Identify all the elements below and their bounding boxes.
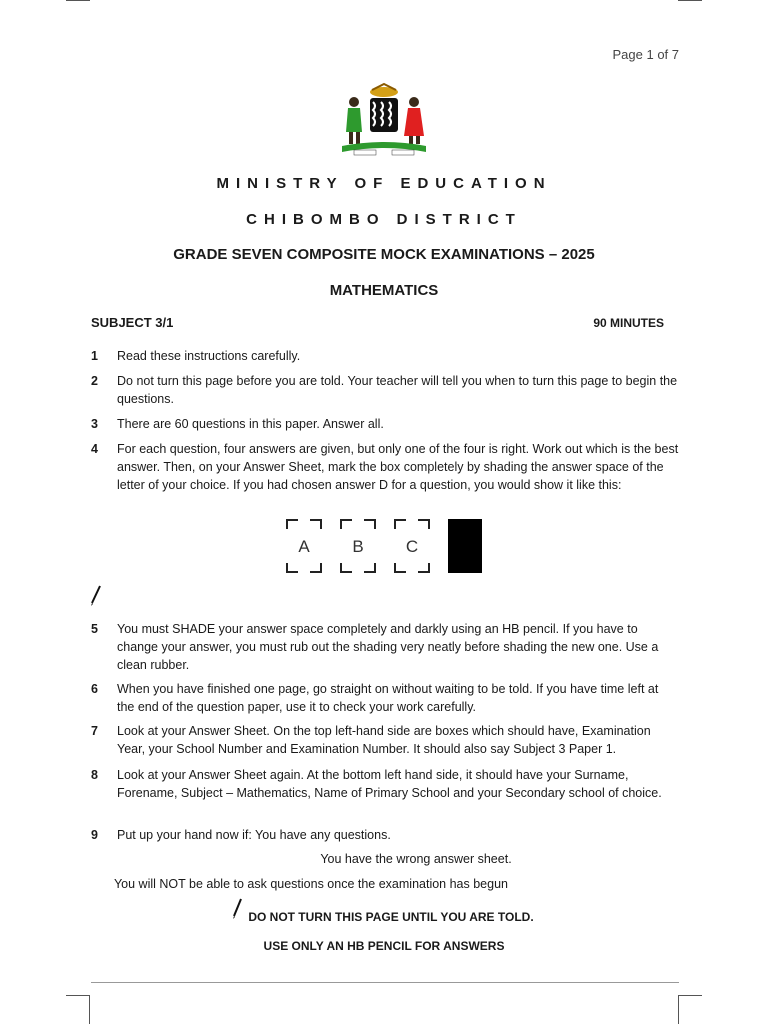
instruction-text: There are 60 questions in this paper. Answer all. bbox=[117, 417, 384, 431]
instruction-item bbox=[91, 415, 679, 433]
instruction-number: 3 bbox=[91, 417, 98, 431]
instruction-number: 4 bbox=[91, 442, 98, 456]
answer-box-d-shaded bbox=[448, 519, 482, 573]
exam-title: GRADE SEVEN COMPOSITE MOCK EXAMINATIONS – 2025 bbox=[173, 246, 595, 263]
instruction-number: 6 bbox=[91, 682, 98, 696]
instruction-item bbox=[91, 680, 679, 716]
instruction-item bbox=[91, 766, 679, 802]
do-not-turn-warning: DO NOT TURN THIS PAGE UNTIL YOU ARE TOLD. bbox=[248, 910, 534, 924]
crop-mark bbox=[678, 995, 679, 1024]
answer-letter: C bbox=[405, 537, 419, 556]
answer-letter: A bbox=[298, 537, 310, 556]
instruction-number: 2 bbox=[91, 374, 98, 388]
instruction-item bbox=[91, 440, 679, 494]
instruction-text: Look at your Answer Sheet. On the top left-hand side are boxes which should have, Examination Year, your School Number and Examination Number. It should also say Subject 3 Paper 1. bbox=[117, 724, 651, 756]
exam-duration: 90 MINUTES bbox=[593, 316, 664, 330]
hb-pencil-note: USE ONLY AN HB PENCIL FOR ANSWERS bbox=[263, 939, 505, 953]
crop-mark bbox=[678, 995, 702, 996]
instruction-number: 5 bbox=[91, 622, 98, 636]
crop-mark bbox=[89, 995, 90, 1024]
zambia-coat-of-arms-icon bbox=[332, 80, 436, 158]
instruction-text: When you have finished one page, go straight on without waiting to be told. If you have time left at the end of the question paper, use it to check your work carefully. bbox=[117, 682, 659, 714]
instruction-item bbox=[91, 372, 679, 408]
subject-title: MATHEMATICS bbox=[329, 282, 439, 299]
answer-box-b bbox=[340, 519, 376, 573]
instruction-text: Look at your Answer Sheet again. At the bottom left hand side, it should have your Surname, Forename, Subject – Mathematics, Name of Primary School and your Secondary school of choice. bbox=[117, 768, 662, 800]
instruction-item bbox=[91, 722, 679, 758]
instruction-number: 9 bbox=[91, 828, 98, 842]
pencil-icon bbox=[88, 585, 104, 607]
answer-example bbox=[286, 519, 486, 575]
answer-box-c bbox=[394, 519, 430, 573]
no-questions-note: You will NOT be able to ask questions once the examination has begun bbox=[113, 877, 508, 891]
instruction-text: Do not turn this page before you are told. Your teacher will tell you when to turn this page to begin the questions. bbox=[117, 374, 678, 406]
answer-box-a bbox=[286, 519, 322, 573]
instruction-item bbox=[91, 347, 679, 365]
instruction-number: 8 bbox=[91, 768, 98, 782]
crop-mark bbox=[678, 0, 702, 1]
subject-code: SUBJECT 3/1 bbox=[91, 315, 174, 330]
instruction-text: Put up your hand now if: You have any questions. bbox=[117, 828, 391, 842]
instruction-text: Read these instructions carefully. bbox=[117, 349, 301, 363]
answer-letter: B bbox=[352, 537, 364, 556]
district-heading: CHIBOMBO DISTRICT bbox=[246, 211, 522, 228]
wrong-sheet-note: You have the wrong answer sheet. bbox=[320, 852, 512, 866]
footer-rule bbox=[91, 982, 679, 983]
instruction-text: For each question, four answers are given, but only one of the four is right. Work out which is the best answer. Then, on your Answer Sheet, mark the box completely by shading the answer space of the letter of your choice. If you had chosen answer D for a question, you would show it like this: bbox=[117, 442, 679, 492]
instruction-item bbox=[91, 620, 679, 674]
subject-line bbox=[91, 315, 664, 330]
page-number: Page 1 of 7 bbox=[612, 47, 679, 62]
ministry-heading: MINISTRY OF EDUCATION bbox=[216, 175, 552, 192]
instruction-item bbox=[91, 826, 679, 844]
instruction-number: 1 bbox=[91, 349, 98, 363]
crop-mark bbox=[66, 0, 90, 1]
instruction-text: You must SHADE your answer space completely and darkly using an HB pencil. If you have to change your answer, you must rub out the shading very neatly before shading the new one. Use a clean rubber. bbox=[117, 622, 659, 672]
crop-mark bbox=[66, 995, 90, 996]
instruction-number: 7 bbox=[91, 724, 98, 738]
